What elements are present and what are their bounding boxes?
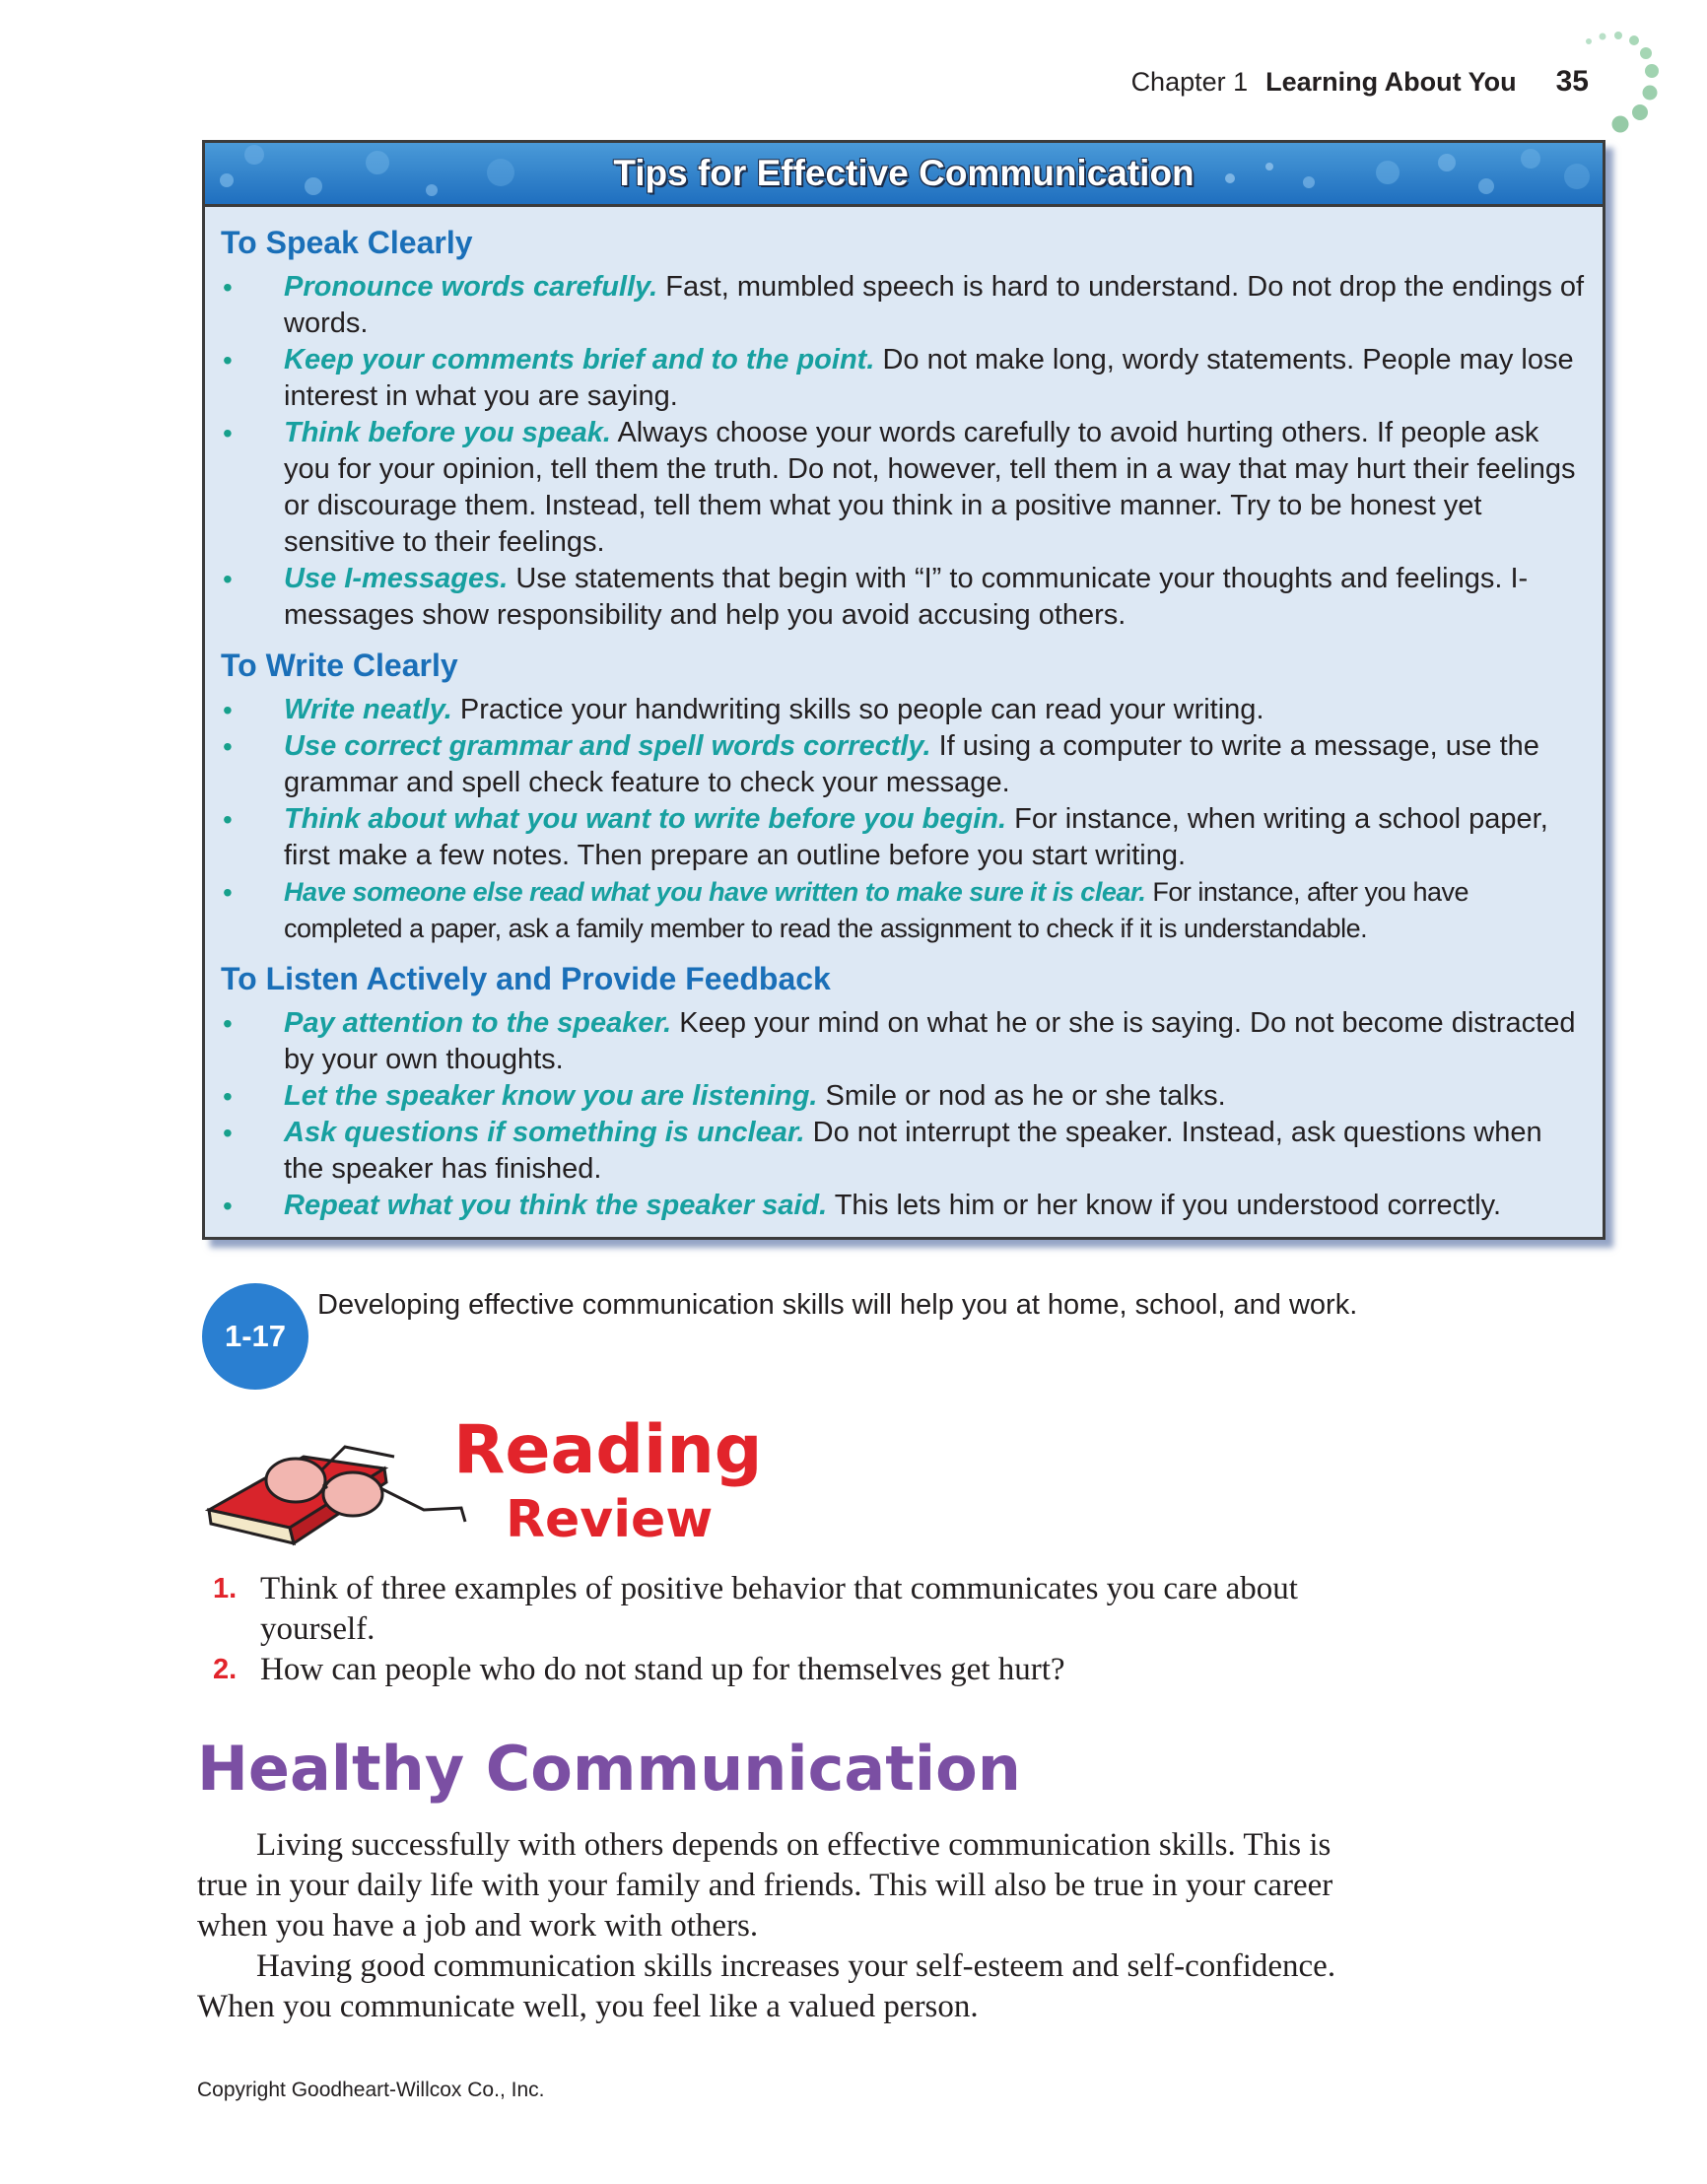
question-text: Think of three examples of positive behavior that communicates you care about yourself. — [260, 1571, 1298, 1647]
review-questions — [209, 1569, 1342, 1690]
chapter-label: Chapter 1 — [1130, 67, 1249, 97]
tip-item — [221, 1005, 1585, 1078]
tip-lead: Ask questions if something is unclear. — [284, 1117, 805, 1148]
tip-lead: Write neatly. — [284, 694, 452, 725]
reading-review-title-line2: Review — [506, 1490, 714, 1549]
page-header — [1131, 65, 1589, 99]
tip-text: Practice your handwriting skills so people can read your writing. — [451, 694, 1264, 725]
question-text: How can people who do not stand up for themselves get hurt? — [260, 1652, 1065, 1687]
tip-item — [221, 561, 1585, 634]
tip-item — [221, 1188, 1585, 1224]
tip-lead: Think about what you want to write before you begin. — [284, 803, 1007, 835]
tip-text: Always choose your words carefully to avoid hurting others. If people ask you for your opinion, tell them the truth. Do not, however, tell them in a way that may hurt their feelings or discourage them. Instead, tell them what you think in a positive manner. Try to be honest yet sensitive to their feelings. — [284, 417, 1576, 558]
tips-list — [221, 692, 1585, 947]
tips-section-heading: To Speak Clearly — [221, 225, 473, 260]
review-question — [209, 1650, 1342, 1690]
tip-text: If using a computer to write a message, use the grammar and spell check feature to check your message. — [284, 730, 1539, 798]
tips-body — [205, 207, 1603, 1224]
tip-text: Fast, mumbled speech is hard to understand. Do not drop the endings of words. — [284, 271, 1585, 339]
tip-lead: Pronounce words carefully. — [284, 271, 658, 303]
tip-lead: Pay attention to the speaker. — [284, 1007, 672, 1039]
tip-lead: Use I-messages. — [284, 563, 509, 594]
page-number: 35 — [1555, 65, 1589, 98]
tips-list — [221, 1005, 1585, 1224]
decorative-dots — [1579, 28, 1668, 146]
tip-text: Do not interrupt the speaker. Instead, ask questions when the speaker has finished. — [284, 1117, 1542, 1185]
tip-lead: Have someone else read what you have written to make sure it is clear. — [284, 877, 1146, 907]
tip-text: Use statements that begin with “I” to communicate your thoughts and feelings. I-messages show responsibility and help you avoid accusing others. — [284, 563, 1529, 631]
section-title: Healthy Communication — [197, 1733, 1021, 1805]
figure-number-badge: 1-17 — [202, 1283, 308, 1390]
figure-caption: Developing effective communication skills will help you at home, school, and work. — [317, 1289, 1358, 1321]
tip-item — [221, 874, 1585, 947]
tips-section-heading: To Listen Actively and Provide Feedback — [221, 961, 831, 996]
tip-lead: Use correct grammar and spell words correctly. — [284, 730, 931, 762]
tip-item — [221, 1078, 1585, 1115]
tip-text: Keep your mind on what he or she is saying. Do not become distracted by your own thoughts. — [284, 1007, 1576, 1075]
reading-review-title-line1: Reading — [453, 1411, 763, 1489]
tips-title: Tips for Effective Communication — [613, 153, 1195, 193]
tip-item — [221, 415, 1585, 561]
tip-item — [221, 692, 1585, 728]
body-paragraph: Living successfully with others depends on effective communication skills. This is true in your daily life with your family and friends. This will also be true in your career when you have a job and work with others. — [197, 1827, 1333, 1944]
tip-lead: Let the speaker know you are listening. — [284, 1080, 818, 1112]
chapter-title: Learning About You — [1265, 67, 1517, 97]
tip-lead: Keep your comments brief and to the point. — [284, 344, 875, 375]
tips-list — [221, 269, 1585, 634]
tip-lead: Think before you speak. — [284, 417, 611, 448]
tips-section-heading: To Write Clearly — [221, 648, 458, 683]
tip-item — [221, 269, 1585, 342]
tip-text: Smile or nod as he or she talks. — [817, 1080, 1226, 1112]
tip-item — [221, 342, 1585, 415]
tip-text: For instance, when writing a school paper, first make a few notes. Then prepare an outline before you start writing. — [284, 803, 1548, 871]
body-paragraph: Having good communication skills increases your self-esteem and self-confidence. When you communicate well, you feel like a valued person. — [197, 1948, 1336, 2024]
tips-banner — [205, 143, 1603, 207]
book-glasses-icon — [197, 1419, 483, 1547]
tip-item — [221, 1115, 1585, 1188]
question-number: 1. — [213, 1573, 238, 1604]
copyright-footer: Copyright Goodheart-Willcox Co., Inc. — [197, 2079, 545, 2101]
tips-box — [202, 140, 1605, 1240]
tip-text: Do not make long, wordy statements. People may lose interest in what you are saying. — [284, 344, 1574, 412]
tip-lead: Repeat what you think the speaker said. — [284, 1190, 828, 1221]
tip-text: For instance, after you have completed a paper, ask a family member to read the assignment to check if it is understandable. — [284, 877, 1469, 943]
tip-item — [221, 728, 1585, 801]
section-body — [197, 1825, 1340, 2027]
question-number: 2. — [213, 1654, 238, 1685]
tip-item — [221, 801, 1585, 874]
tip-text: This lets him or her know if you understood correctly. — [827, 1190, 1502, 1221]
review-question — [209, 1569, 1342, 1650]
